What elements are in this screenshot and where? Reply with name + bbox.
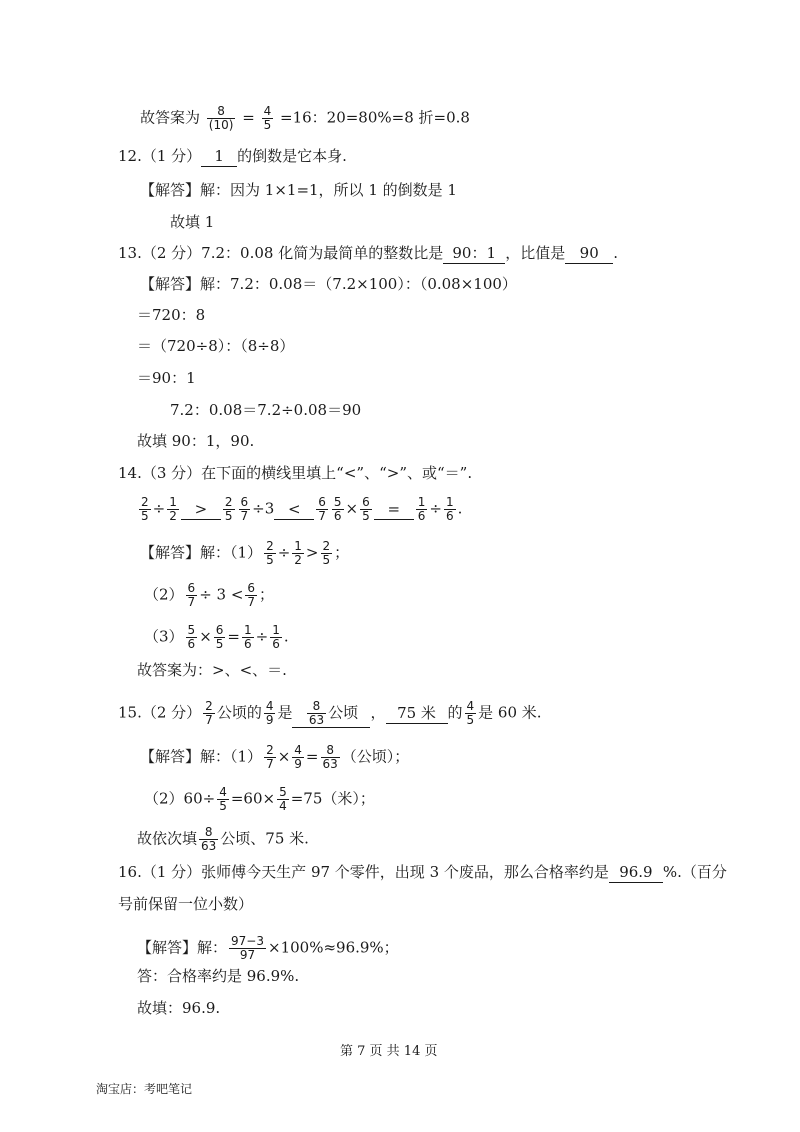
question-number: 12.（1 分） (118, 147, 202, 165)
q14-line: 14.（3 分）在下面的横线里填上“<”、“>”、或“＝”. (118, 464, 473, 482)
q13-fill: 故填 90：1，90. (137, 432, 255, 450)
q14-answer-1: 【解答】解：（1） $\frac{2}{5}$ ÷ $\frac{1}{2}$ > $\frac{2}{5}$ ； (140, 539, 350, 567)
answer-blank: 75 米 (386, 703, 448, 724)
q13-step-2: ＝（720÷8）：（8÷8） (137, 337, 295, 355)
intro-line: 故答案为 $\frac{8}{(10)}$ = $\frac{4}{5}$ =16：20=80%=8 折=0.8 (140, 104, 470, 132)
q16-line: 16.（1 分）张师傅今天生产 97 个零件，出现 3 个废品，那么合格率约是 96.9 %.（百分 (118, 863, 727, 881)
answer-blank: > (181, 499, 221, 520)
answer-blank: 1 (201, 146, 237, 167)
q16-conclusion: 答：合格率约是 96.9%. (137, 967, 300, 985)
q13-answer: 【解答】解：7.2：0.08＝（7.2×100）：（0.08×100） (140, 275, 517, 293)
q12-line: 12.（1 分） 1 的倒数是它本身. (118, 147, 347, 165)
q15-answer-2: （2）60÷ $\frac{4}{5}$ =60× $\frac{5}{4}$ =75（米）； (144, 785, 375, 813)
q16-fill: 故填：96.9. (137, 999, 221, 1017)
intro-prefix: 故答案为 (140, 108, 201, 127)
answer-blank: < (274, 499, 314, 520)
q14-expressions: $\frac{2}{5}$ ÷ $\frac{1}{2}$ > $\frac{2}{5}$ $\frac{6}{7}$ ÷3 < $\frac{6}{7}$ $\frac{5}{6}$ × $\frac{6}{5}$ = $\frac{1}{6}$ ÷ $\frac{1}{6}$ . (141, 495, 463, 523)
q13-step-1: ＝720：8 (137, 306, 206, 324)
q15-fill: 故依次填 $\frac{8}{63}$ 公顷、75 米. (137, 825, 309, 853)
answer-blank: 96.9 (609, 862, 663, 883)
question-number: 16.（1 分） (118, 863, 202, 881)
q15-line: 15.（2 分） $\frac{2}{7}$ 公顷的 $\frac{4}{9}$ 是 $\frac{8}{63}$ 公顷 ， 75 米 的 $\frac{4}{5}$ 是 60 米. (118, 699, 542, 727)
answer-label: 【解答】 (137, 938, 198, 957)
question-number: 14.（3 分） (118, 464, 202, 482)
answer-blank: 90：1 (443, 243, 505, 264)
q16-line-2: 号前保留一位小数） (118, 895, 254, 913)
answer-label: 【解答】 (140, 181, 201, 199)
q15-answer-1: 【解答】解：（1） $\frac{2}{7}$ × $\frac{4}{9}$ = $\frac{8}{63}$ （公顷）； (140, 743, 410, 771)
shop-label: 淘宝店：考吧笔记 (96, 1082, 193, 1096)
answer-label: 【解答】 (140, 543, 201, 562)
q14-answer-3: （3） $\frac{5}{6}$ × $\frac{6}{5}$ = $\frac{1}{6}$ ÷ $\frac{1}{6}$ . (144, 623, 289, 651)
fraction: $\frac{4}{5}$ (263, 104, 272, 132)
q12-answer: 【解答】解：因为 1×1=1，所以 1 的倒数是 1 (140, 181, 457, 199)
q14-fill: 故答案为：>、<、＝. (137, 661, 287, 679)
q13-line: 13.（2 分）7.2：0.08 化简为最简单的整数比是 90：1 ，比值是 90 . (118, 244, 618, 262)
page-number: 第 7 页 共 14 页 (340, 1044, 438, 1059)
answer-blank: = (374, 499, 414, 520)
q16-answer: 【解答】解： $\frac{97-3}{97}$ ×100%≈96.9%； (137, 934, 399, 962)
q12-fill: 故填 1 (170, 213, 215, 231)
q13-step-3: ＝90：1 (137, 369, 196, 387)
answer-label: 【解答】 (140, 747, 201, 766)
question-number: 15.（2 分） (118, 703, 202, 722)
answer-blank: $\frac{8}{63}$ 公顷 (292, 700, 370, 728)
q13-step-4: 7.2：0.08＝7.2÷0.08＝90 (170, 401, 362, 419)
question-number: 13.（2 分） (118, 244, 202, 262)
fraction: $\frac{8}{(10)}$ (208, 104, 234, 132)
q14-answer-2: （2） $\frac{6}{7}$ ÷ 3 < $\frac{6}{7}$ ； (144, 581, 275, 609)
answer-label: 【解答】 (140, 275, 201, 293)
answer-blank: 90 (565, 243, 613, 264)
